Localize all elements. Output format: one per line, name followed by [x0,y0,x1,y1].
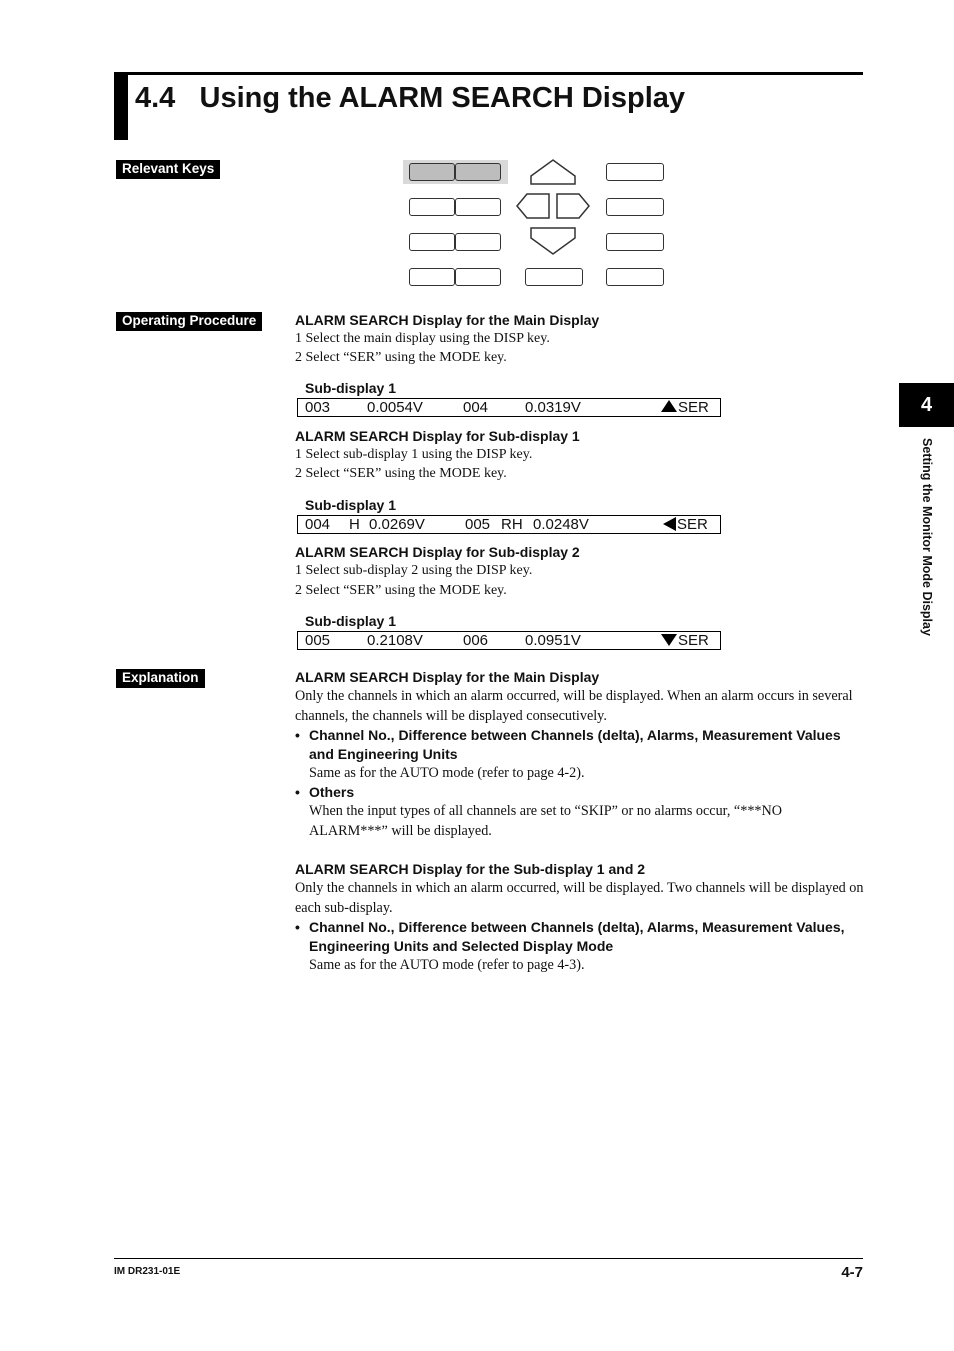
down-arrow-key-icon [531,228,575,254]
explanation-label: Explanation [116,669,205,688]
explanation-main-bullet2-heading: Others [309,784,355,800]
footer-doc-id: IM DR231-01E [114,1266,181,1277]
explanation-main-bullet1-text: Same as for the AUTO mode (refer to page 4-2). [309,765,585,781]
lcd-alarm1: H [349,516,360,533]
left-arrow-key-icon [517,194,549,218]
down-triangle-icon [661,634,677,646]
key-r2-b [455,198,501,216]
sub2-display-example [297,631,721,650]
lcd-ch1: 005 [305,632,331,649]
display-label-2: Sub-display 1 [305,497,397,513]
display-label-3: Sub-display 1 [305,613,397,629]
relevant-keys-label: Relevant Keys [116,160,220,179]
operating-procedure-label: Operating Procedure [116,312,262,331]
key-right-1 [606,163,664,181]
page-title [135,82,685,115]
key-center-bottom [525,268,583,286]
key-r3-b [455,233,501,251]
lcd-mode: SER [678,632,709,649]
explanation-sub-paragraph: Only the channels in which an alarm occurred, will be displayed. Two channels will be displayed on each sub-display. [295,880,864,916]
sub1-display-example [297,515,721,534]
lcd-mode: SER [678,399,709,416]
lcd-mode: SER [677,516,708,533]
section-title: Using the ALARM SEARCH Display [199,82,686,114]
procedure-sub2-step-2: 2 Select “SER” using the MODE key. [295,583,507,598]
procedure-sub2-heading: ALARM SEARCH Display for Sub-display 2 [295,544,580,560]
right-arrow-key-icon [557,194,589,218]
lcd-ch1: 003 [305,399,331,416]
explanation-main-bullet2-text: When the input types of all channels are set to “SKIP” or no alarms occur, “***NO ALARM***” will be displayed. [309,803,782,839]
explanation-sub-bullet1-text: Same as for the AUTO mode (refer to page 4-3). [309,957,585,973]
explanation-main-bullet1-heading: Channel No., Difference between Channels (delta), Alarms, Measurement Values and Engineering Units [309,727,841,762]
lcd-ch2: 005 [465,516,491,533]
key-right-4 [606,268,664,286]
explanation-main-heading: ALARM SEARCH Display for the Main Display [295,669,600,685]
lcd-val2: 0.0248V [533,516,589,533]
mode-key [455,163,501,181]
procedure-sub1-step-2: 2 Select “SER” using the MODE key. [295,466,507,481]
title-bar [114,72,128,140]
procedure-main-heading: ALARM SEARCH Display for the Main Display [295,312,600,328]
disp-key [409,163,455,181]
bullet-dot-icon: • [295,919,300,935]
keypad-diagram [403,158,668,292]
left-triangle-icon [663,517,676,531]
lcd-val2: 0.0319V [525,399,581,416]
chapter-tab: 4 [899,383,954,427]
explanation-main-paragraph: Only the channels in which an alarm occurred, will be displayed. When an alarm occurs in several channels, the channels will be displayed consecutively. [295,688,853,724]
arrow-keys [515,158,595,258]
lcd-alarm2: RH [501,516,523,533]
key-r4-b [455,268,501,286]
lcd-val1: 0.0269V [369,516,425,533]
chapter-tab-text: Setting the Monitor Mode Display [920,438,934,636]
procedure-main-step-2: 2 Select “SER” using the MODE key. [295,350,507,365]
procedure-sub1-heading: ALARM SEARCH Display for Sub-display 1 [295,428,580,444]
lcd-ch2: 004 [463,399,489,416]
display-label-1: Sub-display 1 [305,380,397,396]
footer-page-number: 4-7 [841,1264,863,1281]
procedure-sub1-step-1: 1 Select sub-display 1 using the DISP key. [295,447,533,462]
up-arrow-key-icon [531,160,575,184]
lcd-val1: 0.2108V [367,632,423,649]
explanation-sub-heading: ALARM SEARCH Display for the Sub-display 1 and 2 [295,861,646,877]
lcd-val1: 0.0054V [367,399,423,416]
explanation-sub-bullet1-heading: Channel No., Difference between Channels (delta), Alarms, Measurement Values, Engineering Units and Selected Display Mode [309,919,845,954]
lcd-ch2: 006 [463,632,489,649]
up-triangle-icon [661,400,677,412]
lcd-ch1: 004 [305,516,331,533]
bullet-dot-icon: • [295,727,300,743]
footer-rule [114,1258,863,1259]
lcd-val2: 0.0951V [525,632,581,649]
main-display-example [297,398,721,417]
key-r2-a [409,198,455,216]
procedure-sub2-step-1: 1 Select sub-display 2 using the DISP key. [295,563,533,578]
top-rule [114,72,863,75]
key-r3-a [409,233,455,251]
key-r4-a [409,268,455,286]
procedure-main-step-1: 1 Select the main display using the DISP key. [295,331,550,346]
section-number: 4.4 [135,82,176,114]
key-right-2 [606,198,664,216]
key-right-3 [606,233,664,251]
bullet-dot-icon: • [295,784,300,800]
